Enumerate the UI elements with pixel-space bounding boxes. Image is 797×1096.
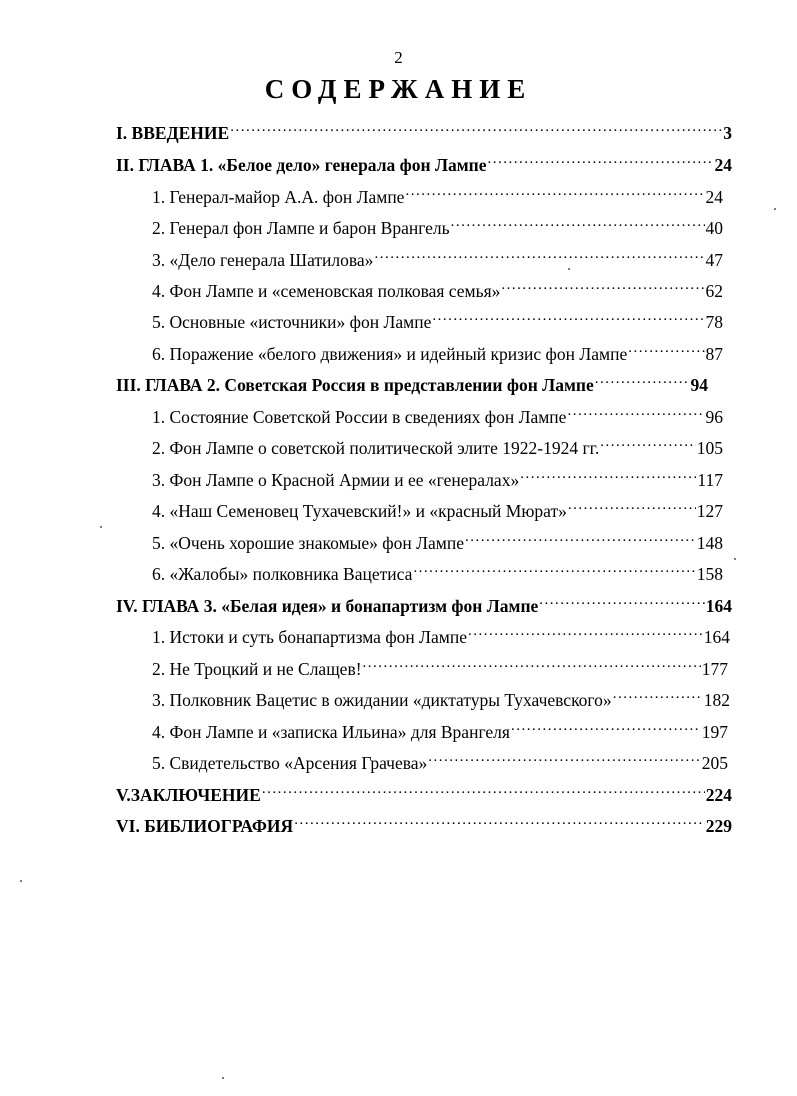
toc-entry-page: 62 (705, 281, 723, 301)
toc-entry-label: 1. Истоки и суть бонапартизма фон Лампе (152, 627, 467, 647)
toc-entry-label: 1. Генерал-майор А.А. фон Лампе (152, 187, 405, 207)
toc-entry-label: 3. Полковник Вацетис в ожидании «диктатуры Тухачевского» (152, 690, 612, 710)
dot-leader (428, 747, 700, 769)
toc-entry (152, 464, 723, 490)
toc-entry-page: 24 (714, 155, 732, 175)
toc-entry-label: 5. Свидетельство «Арсения Грачева» (152, 753, 428, 773)
toc-entry-page: 164 (705, 596, 732, 616)
toc-entry (152, 212, 723, 238)
toc-entry (152, 432, 723, 458)
toc-entry-label: 6. «Жалобы» полковника Вацетиса (152, 564, 413, 584)
scan-speck (100, 526, 102, 528)
toc-entry-label: 5. Основные «источники» фон Лампе (152, 312, 432, 332)
toc-entry (152, 401, 723, 427)
toc-entry-label: 3. Фон Лампе о Красной Армии и ее «генералах» (152, 470, 520, 490)
scan-speck (774, 208, 776, 210)
toc-entry-page: 127 (696, 501, 723, 521)
toc-entry (152, 527, 723, 553)
toc-entry-page: 158 (696, 564, 723, 584)
toc-entry-page: 40 (705, 218, 723, 238)
toc-entry (152, 338, 723, 364)
toc-entry-page: 3 (723, 123, 732, 143)
toc-entry-page: 148 (696, 533, 723, 553)
toc-entry-label: 4. «Наш Семеновец Тухачевский!» и «красный Мюрат» (152, 501, 567, 521)
toc-entry-label: III. ГЛАВА 2. Советская Россия в представлении фон Лампе (116, 375, 594, 395)
toc-entry-page: 87 (705, 344, 723, 364)
dot-leader (628, 338, 704, 360)
dot-leader (405, 181, 704, 203)
toc-entry-page: 94 (690, 375, 708, 395)
toc-entry-label: 4. Фон Лампе и «записка Ильина» для Врангеля (152, 722, 510, 742)
dot-leader (413, 558, 695, 580)
toc-entry (116, 149, 732, 175)
toc-entry-label: 5. «Очень хорошие знакомые» фон Лампе (152, 533, 464, 553)
toc-entry-page: 47 (705, 250, 723, 270)
dot-leader (363, 653, 701, 675)
toc-entry-label: I. ВВЕДЕНИЕ (116, 123, 230, 143)
dot-leader (451, 212, 705, 234)
toc-entry (152, 558, 723, 584)
dot-leader (567, 401, 704, 423)
dot-leader (230, 117, 722, 139)
dot-leader (511, 716, 701, 738)
toc-entry-page: 24 (705, 187, 723, 207)
dot-leader (374, 244, 704, 266)
toc-entry-label: 2. Генерал фон Лампе и барон Врангель (152, 218, 450, 238)
toc-entry (152, 747, 728, 773)
toc-entry (152, 181, 723, 207)
toc-entry-page: 177 (701, 659, 728, 679)
toc-entry-label: 2. Фон Лампе о советской политической элите 1922-1924 гг. (152, 438, 600, 458)
dot-leader (613, 684, 703, 706)
dot-leader (568, 495, 696, 517)
scan-speck (20, 880, 22, 882)
dot-leader (468, 621, 703, 643)
toc-entry (152, 495, 723, 521)
toc-entry (152, 244, 723, 270)
toc-entry-page: 78 (705, 312, 723, 332)
scan-speck (734, 558, 736, 560)
toc-entry-page: 182 (703, 690, 730, 710)
dot-leader (294, 810, 705, 832)
toc-entry-label: VI. БИБЛИОГРАФИЯ (116, 816, 294, 836)
toc-entry-page: 117 (697, 470, 723, 490)
toc-entry-label: II. ГЛАВА 1. «Белое дело» генерала фон Лампе (116, 155, 487, 175)
dot-leader (488, 149, 714, 171)
toc-entry-label: 2. Не Троцкий и не Слащев! (152, 659, 362, 679)
toc-entry-page: 205 (701, 753, 728, 773)
toc-entry-page: 105 (696, 438, 723, 458)
dot-leader (432, 306, 704, 328)
dot-leader (262, 779, 705, 801)
page-title: СОДЕРЖАНИЕ (264, 74, 533, 104)
dot-leader (520, 464, 696, 486)
dot-leader (595, 369, 690, 391)
toc-entry (152, 684, 730, 710)
toc-entry-page: 224 (705, 785, 732, 805)
toc-entry (116, 779, 732, 805)
dot-leader (600, 432, 696, 454)
toc-entry (152, 306, 723, 332)
toc-entry-label: IV. ГЛАВА 3. «Белая идея» и бонапартизм фон Лампе (116, 596, 539, 616)
toc-entry-label: V.ЗАКЛЮЧЕНИЕ (116, 785, 261, 805)
toc-entry (152, 275, 723, 301)
toc-entry-label: 4. Фон Лампе и «семеновская полковая семья» (152, 281, 501, 301)
toc-entry-label: 1. Состояние Советской России в сведениях фон Лампе (152, 407, 567, 427)
dot-leader (501, 275, 704, 297)
toc-entry (116, 369, 708, 395)
toc-entry (152, 653, 728, 679)
scan-speck (222, 1077, 224, 1079)
toc-entry-page: 197 (701, 722, 728, 742)
toc-entry-page: 96 (705, 407, 723, 427)
toc-entry-page: 164 (703, 627, 730, 647)
toc-entry (116, 590, 732, 616)
dot-leader (539, 590, 704, 612)
toc-entry (152, 716, 728, 742)
toc-entry (152, 621, 730, 647)
page-number: 2 (394, 48, 403, 67)
toc-entry (116, 117, 732, 143)
toc-entry-label: 3. «Дело генерала Шатилова» (152, 250, 374, 270)
scan-speck (568, 268, 570, 270)
toc-entry-page: 229 (705, 816, 732, 836)
toc-entry-label: 6. Поражение «белого движения» и идейный кризис фон Лампе (152, 344, 628, 364)
dot-leader (465, 527, 696, 549)
toc-entry (116, 810, 732, 836)
